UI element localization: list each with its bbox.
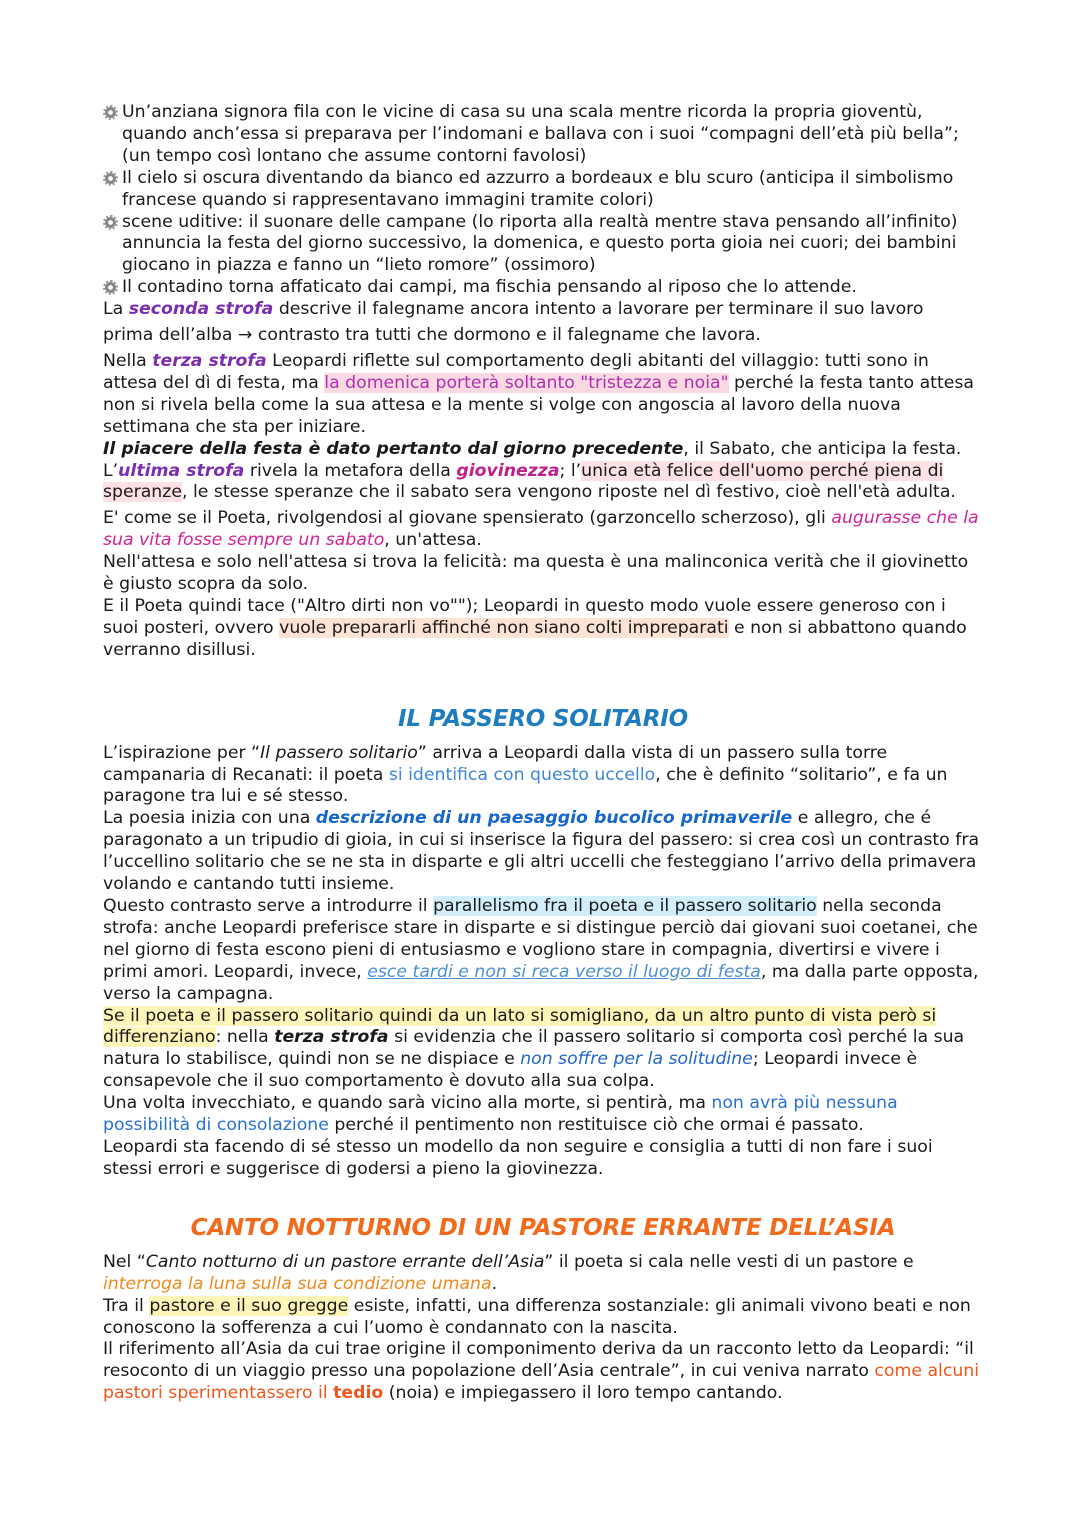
paragraph-passero-poesia: La poesia inizia con una descrizione di un paesaggio bucolico primaverile e allegro, che é paragonato a un tripudio di gioia, in cui si inserisce la figura del passero: si crea così un contrasto fra l’uccellino solitario che se ne sta in disparte e gli altri uccelli che festeggiano l’arrivo della primavera volando e cantando tutti insieme.	[103, 808, 980, 895]
paragraph-augurasse: E' come se il Poeta, rivolgendosi al giovane spensierato (garzoncello scherzoso), gli augurasse che la sua vita fosse sempre un sabato, un'attesa.	[103, 508, 979, 551]
paragraph-ultima-strofa: L’ultima strofa rivela la metafora della giovinezza; l’unica età felice dell'uomo perché piena di speranze, le stesse speranze che il sabato sera vengono riposte nel dì festivo, cioè nell'età adulta.	[103, 460, 956, 503]
gear-bullet-icon	[105, 282, 116, 293]
paragraph-seconda-strofa-cont: prima dell’alba → contrasto tra tutti che dormono e il falegname che lavora.	[103, 325, 761, 346]
section-title-passero: IL PASSERO SOLITARIO	[398, 705, 688, 732]
paragraph-passero-ispirazione: L’ispirazione per “Il passero solitario” arriva a Leopardi dalla vista di un passero sulla torre campanaria di Recanati: il poeta si identifica con questo uccello, che è definito “solitario”, e fa un paragone tra lui e sé stesso.	[103, 742, 948, 807]
paragraph-piacere-festa: Il piacere della festa è dato pertanto dal giorno precedente, il Sabato, che anticipa la festa.	[103, 438, 962, 459]
paragraph-terza-strofa: Nella terza strofa Leopardi riflette sul comportamento degli abitanti del villaggio: tutti sono in attesa del dì di festa, ma la domenica porterà soltanto "tristezza e noia" perché la festa tanto attesa non si rivela bella come la sua attesa e la mente si volge con angoscia al lavoro della nuova settimana che sta per iniziare.	[103, 350, 974, 437]
paragraph-passero-differenze: Se il poeta e il passero solitario quindi da un lato si somigliano, da un altro punto di vista però si differenziano: nella terza strofa si evidenzia che il passero solitario si comporta così perché la sua natura lo stabilisce, quindi non se ne dispiace e non soffre per la solitudine; Leopardi invece è consapevole che il suo comportamento è dovuto alla sua colpa.	[103, 1005, 965, 1092]
list-item: Un’anziana signora fila con le vicine di casa su una scala mentre ricorda la propria gioventù, quando anch’essa si preparava per l’indomani e ballava con i suoi “compagni dell’età più bella”; (un tempo così lontano che assume contorni favolosi)	[103, 102, 983, 168]
gear-bullet-icon	[105, 217, 116, 228]
section-title-canto: CANTO NOTTURNO DI UN PASTORE ERRANTE DELL’ASIA	[190, 1214, 896, 1241]
paragraph-passero-modello: Leopardi sta facendo di sé stesso un modello da non seguire e consiglia a tutti di non fare i suoi stessi errori e suggerisce di godersi a pieno la giovinezza.	[103, 1136, 933, 1179]
gear-bullet-icon	[105, 173, 116, 184]
paragraph-canto-intro: Nel “Canto notturno di un pastore errante dell’Asia” il poeta si cala nelle vesti di un pastore e interroga la luna sulla sua condizione umana.	[103, 1251, 914, 1294]
intro-bullet-list	[103, 102, 983, 299]
document-content	[103, 102, 983, 1405]
paragraph-poeta-tace: E il Poeta quindi tace ("Altro dirti non vo""); Leopardi in questo modo vuole essere generoso con i suoi posteri, ovvero vuole prepararli affinché non siano colti impreparati e non si abbattono quando verranno disillusi.	[103, 595, 967, 660]
paragraph-canto-asia: Il riferimento all’Asia da cui trae origine il componimento deriva da un racconto letto da Leopardi: “il resoconto di un viaggio presso una popolazione dell’Asia centrale”, in cui veniva narrato come alcuni pastori sperimentassero il tedio (noia) e impiegassero il loro tempo cantando.	[103, 1339, 980, 1404]
paragraph-passero-invecchiato: Una volta invecchiato, e quando sarà vicino alla morte, si pentirà, ma non avrà più nessuna possibilità di consolazione perché il pentimento non restituisce ciò che ormai é passato.	[103, 1093, 898, 1136]
paragraph-canto-gregge: Tra il pastore e il suo gregge esiste, infatti, una differenza sostanziale: gli animali vivono beati e non conoscono la sofferenza a cui l’uomo è condannato con la nascita.	[103, 1295, 971, 1338]
paragraph-attesa: Nell'attesa e solo nell'attesa si trova la felicità: ma questa è una malinconica verità che il giovinetto è giusto scopra da solo.	[103, 552, 969, 595]
list-item: Il cielo si oscura diventando da bianco ed azzurro a bordeaux e blu scuro (anticipa il simbolismo francese quando si rappresentavano immagini tramite colori)	[103, 168, 983, 212]
gear-bullet-icon	[105, 107, 116, 118]
paragraph-seconda-strofa: La seconda strofa descrive il falegname ancora intento a lavorare per terminare il suo lavoro	[103, 299, 924, 320]
paragraph-passero-contrasto: Questo contrasto serve a introdurre il parallelismo fra il poeta e il passero solitario nella seconda strofa: anche Leopardi preferisce stare in disparte e si distingue perciò dai giovani suoi coetanei, che nel giorno di festa escono pieni di entusiasmo e vogliono stare in compagnia, divertirsi e vivere i primi amori. Leopardi, invece, esce tardi e non si reca verso il luogo di festa, ma dalla parte opposta, verso la campagna.	[103, 896, 979, 1004]
list-item: Il contadino torna affaticato dai campi, ma fischia pensando al riposo che lo attende.	[103, 277, 983, 299]
list-item: scene uditive: il suonare delle campane (lo riporta alla realtà mentre stava pensando all’infinito) annuncia la festa del giorno successivo, la domenica, e questo porta gioia nei cuori; dei bambini giocano in piazza e fanno un “lieto romore” (ossimoro)	[103, 212, 983, 278]
